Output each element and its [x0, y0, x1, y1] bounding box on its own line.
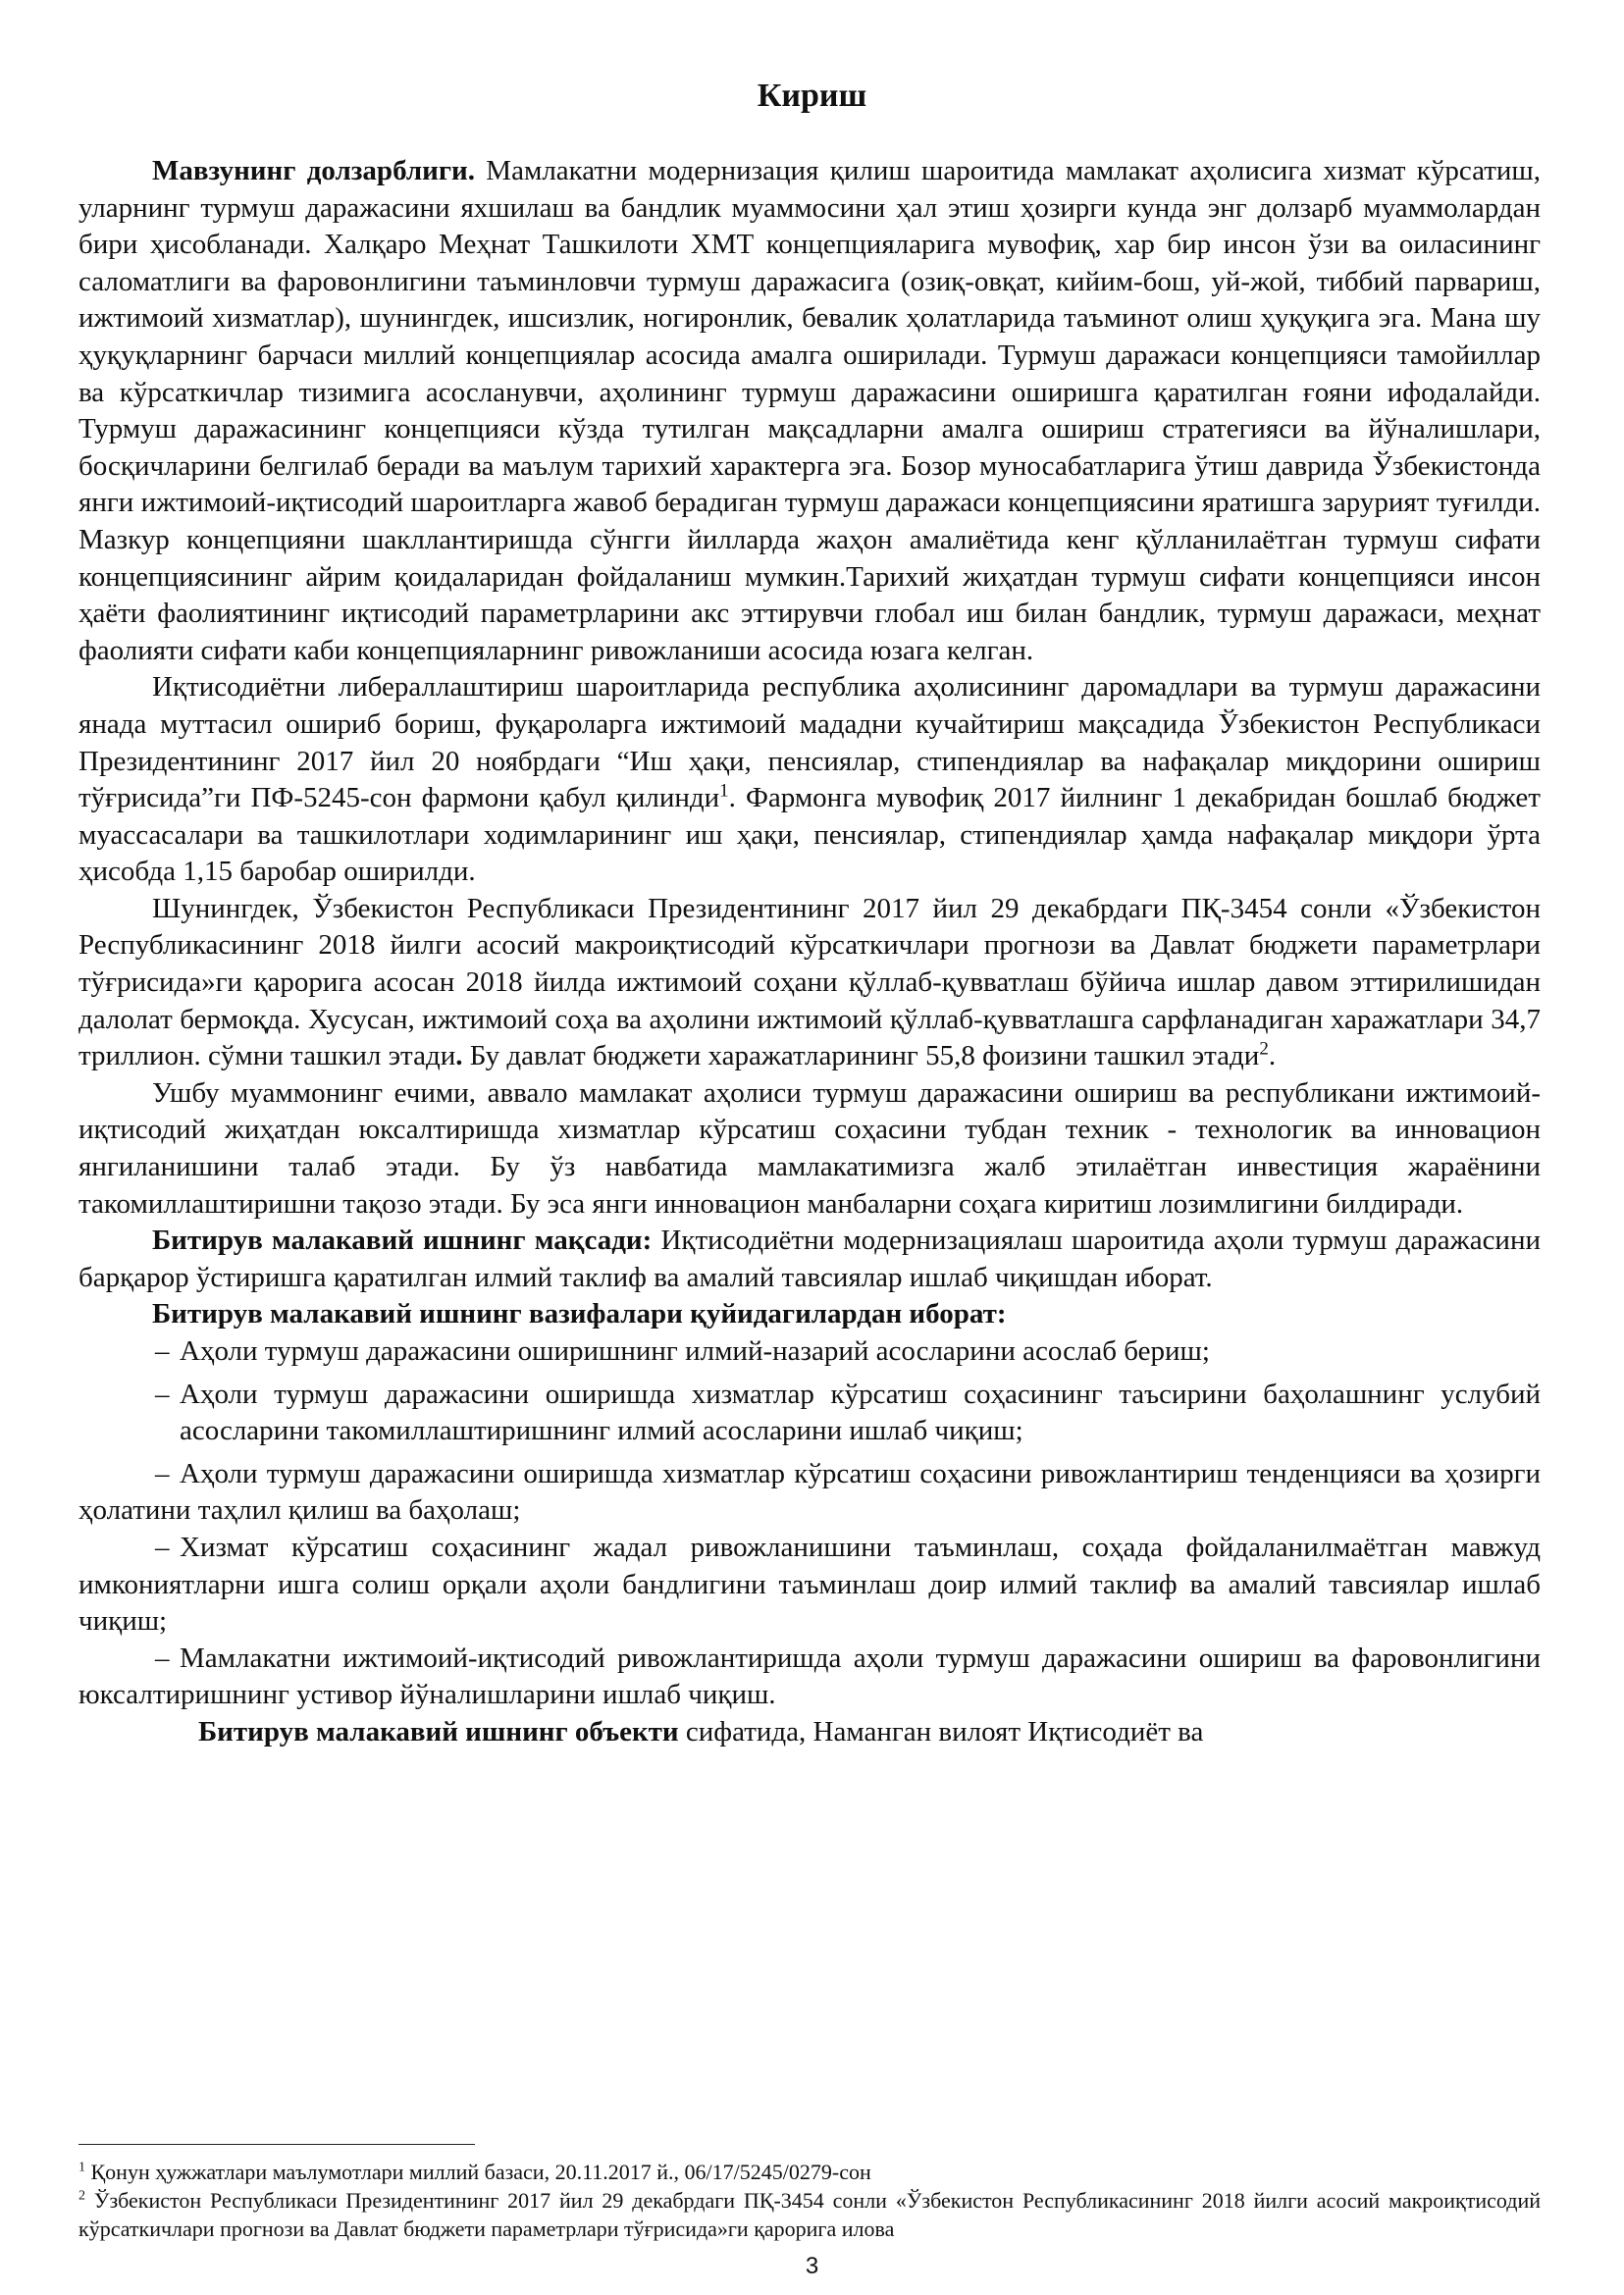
footnote-1	[79, 2158, 1541, 2186]
footnote-ref-1[interactable]: 1	[719, 780, 729, 802]
footnotes	[79, 2158, 1541, 2243]
list-item	[79, 1456, 1541, 1530]
goal-heading: Битирув малакавий ишнинг мақсади:	[152, 1225, 653, 1257]
dash-bullet: –	[155, 1642, 170, 1674]
relevance-text: Мамлакатни модернизация қилиш шароитида мамлакат аҳолисига хизмат кўрсатиш, уларнинг турмуш даражасини яхшилаш ва бандлик муаммосини ҳал этиш ҳозирги кунда энг долзарб муаммолардан бири ҳисобланади. Халқаро Меҳнат Ташкилоти ХМТ концепцияларига мувофиқ, хар бир инсон ўзи ва оиласининг саломатлиги ва фаровонлигини таъминловчи турмуш даражасига (озиқ-овқат, кийим-бош, уй-жой, тиббий парвариш, ижтимоий хизматлар), шунингдек, ишсизлик, ногиронлик, бевалик ҳолатларида таъминот олиш ҳуқуқига эга. Мана шу ҳуқуқларнинг барчаси миллий концепциялар асосида амалга оширилади. Турмуш даражаси концепцияси тамойиллар ва кўрсаткичлар тизимига асосланувчи, аҳолининг турмуш даражасини оширишга қаратилган ғояни ифодалайди. Турмуш даражасининг концепцияси кўзда тутилган мақсадларни амалга ошириш стратегияси ва йўналишлари, босқичларини белгилаб беради ва маълум тарихий характерга эга. Бозор муносабатларига ўтиш даврида Ўзбекистонда янги ижтимоий-иқтисодий шароитларга жавоб берадиган турмуш даражаси концепциясини яратишга зарурият туғилди. Мазкур концепцияни шакллантиришда сўнгги йилларда жаҳон амалиётида кенг қўлланилаётган турмуш сифати концепциясининг айрим қоидаларидан фойдаланиш мумкин.Тарихий жиҳатдан турмуш сифати концепцияси инсон ҳаёти фаолиятининг иқтисодий параметрларини акс эттирувчи глобал иш билан бандлик, турмуш даражаси, меҳнат фаолияти сифати каби концепцияларнинг ривожланиши асосида юзага келган.	[79, 155, 1541, 666]
dash-bullet: –	[155, 1335, 170, 1367]
footnote-2	[79, 2186, 1541, 2243]
list-item-text: Мамлакатни ижтимоий-иқтисодий ривожлантиришда аҳоли турмуш даражасини ошириш ва фаровонлигини юксалтиришнинг устивор йўналишларини ишлаб чиқиш.	[79, 1642, 1541, 1711]
decree-paragraph	[79, 669, 1541, 891]
list-item-text: Аҳоли турмуш даражасини оширишда хизматлар кўрсатиш соҳасини ривожлантириш тенденцияси ва ҳозирги ҳолатини таҳлил қилиш ва баҳолаш;	[79, 1457, 1541, 1527]
relevance-paragraph	[79, 153, 1541, 669]
list-item	[79, 1530, 1541, 1641]
object-paragraph	[79, 1714, 1541, 1751]
goal-text: Иқтисодиётни модернизациялаш шароитида аҳоли турмуш даражасини барқарор ўстиришга қаратилган илмий таклиф ва амалий тавсиялар ишлаб чиқишдан иборат.	[79, 1225, 1541, 1293]
object-text: сифатида, Наманган вилоят Иқтисодиёт ва	[678, 1715, 1204, 1747]
main-body	[79, 153, 1541, 1751]
list-item	[79, 1377, 1541, 1450]
decree-text: Иқтисодиётни либераллаштириш шароитларида республика аҳолисининг даромадлари ва турмуш даражасини янада муттасил ошириб бориш, фуқароларга ижтимоий мададни кучайтириш мақсадида Ўзбекистон Республикаси Президентининг 2017 йил 20 ноябрдаги “Иш ҳақи, пенсиялар, стипендиялар ва нафақалар миқдорини ошириш тўғрисида”ги ПФ-5245-сон фармони қабул қилинди	[79, 671, 1541, 814]
list-item-text: Аҳоли турмуш даражасини оширишда хизматлар кўрсатиш соҳасининг таъсирини баҳолашнинг услубий асосларини такомиллаштиришнинг илмий асосларини ишлаб чиқиш;	[180, 1378, 1541, 1447]
object-heading: Битирув малакавий ишнинг объекти	[198, 1715, 679, 1747]
budget-text-cont: Бу давлат бюджети харажатларининг 55,8 фоизини ташкил этади	[462, 1040, 1260, 1072]
dash-bullet: –	[155, 1531, 170, 1563]
tasks-heading: Битирув малакавий ишнинг вазифалари қуйидагилардан иборат:	[152, 1298, 1007, 1330]
goal-paragraph	[79, 1223, 1541, 1296]
dash-bullet: –	[155, 1378, 170, 1410]
list-item-text: Хизмат кўрсатиш соҳасининг жадал ривожланишини таъминлаш, соҳада фойдаланилмаётган мавжуд имкониятларни ишга солиш орқали аҳоли бандлигини таъминлаш доир илмий таклиф ва амалий тавсиялар ишлаб чиқиш;	[79, 1531, 1541, 1638]
list-item	[79, 1641, 1541, 1714]
list-item	[79, 1333, 1541, 1371]
solution-paragraph: Ушбу муаммонинг ечими, аввало мамлакат аҳолиси турмуш даражасини ошириш ва республикани ижтимоий-иқтисодий жиҳатдан юксалтиришда хизматлар кўрсатиш соҳасини тубдан техник - технологик ва инновацион янгиланишини талаб этади. Бу ўз навбатида мамлакатимизга жалб этилаётган инвестиция жараёнини такомиллаштиришни тақозо этади. Бу эса янги инновацион манбаларни соҳага киритиш лозимлигини билдиради.	[79, 1076, 1541, 1220]
decree-text-cont: . Фармонга мувофиқ 2017 йилнинг 1 декабридан бошлаб бюджет муассасалари ва ташкилотлари ходимларининг иш ҳақи, пенсиялар, стипендиялар ҳамда нафақалар миқдори ўрта ҳисобда 1,15 баробар оширилди.	[79, 782, 1541, 888]
budget-paragraph	[79, 891, 1541, 1075]
relevance-heading: Мавзунинг долзарблиги.	[152, 155, 475, 186]
footnote-text: Қонун ҳужжатлари маълумотлари миллий базаси, 20.11.2017 й., 06/17/5245/0279-сон	[85, 2160, 871, 2184]
footnote-number: 1	[79, 2160, 85, 2175]
budget-text-end: .	[1268, 1040, 1277, 1072]
footnote-ref-2[interactable]: 2	[1259, 1038, 1269, 1060]
footnote-divider	[79, 2144, 475, 2145]
budget-dot: .	[455, 1040, 463, 1072]
page-title: Кириш	[757, 78, 867, 114]
budget-text: Шунингдек, Ўзбекистон Республикаси Президентининг 2017 йил 29 декабрдаги ПҚ-3454 сонли «Ўзбекистон Республикасининг 2018 йилги асосий макроиқтисодий кўрсаткичлари прогнози ва Давлат бюджети параметрлари тўғрисида»ги қарорига асосан 2018 йилда ижтимоий соҳани қўллаб-қувватлаш бўйича ишлар давом эттирилишидан далолат бермоқда. Хусусан, ижтимоий соҳа ва аҳолини ижтимоий қўллаб-қувватлашга сарфланадиган харажатлари 34,7 триллион. сўмни ташкил этади	[79, 892, 1541, 1072]
list-item-text: Аҳоли турмуш даражасини оширишнинг илмий-назарий асосларини асослаб бериш;	[180, 1335, 1210, 1367]
footnote-number: 2	[79, 2188, 85, 2204]
dash-bullet: –	[155, 1457, 170, 1489]
footnote-text: Ўзбекистон Республикаси Президентининг 2017 йил 29 декабрдаги ПҚ-3454 сонли «Ўзбекистон Республикасининг 2018 йилги асосий макроиқтисодий кўрсаткичлари прогнози ва Давлат бюджети параметрлари тўғрисида»ги қарорига илова	[79, 2188, 1541, 2241]
page-number: 3	[805, 2253, 819, 2279]
